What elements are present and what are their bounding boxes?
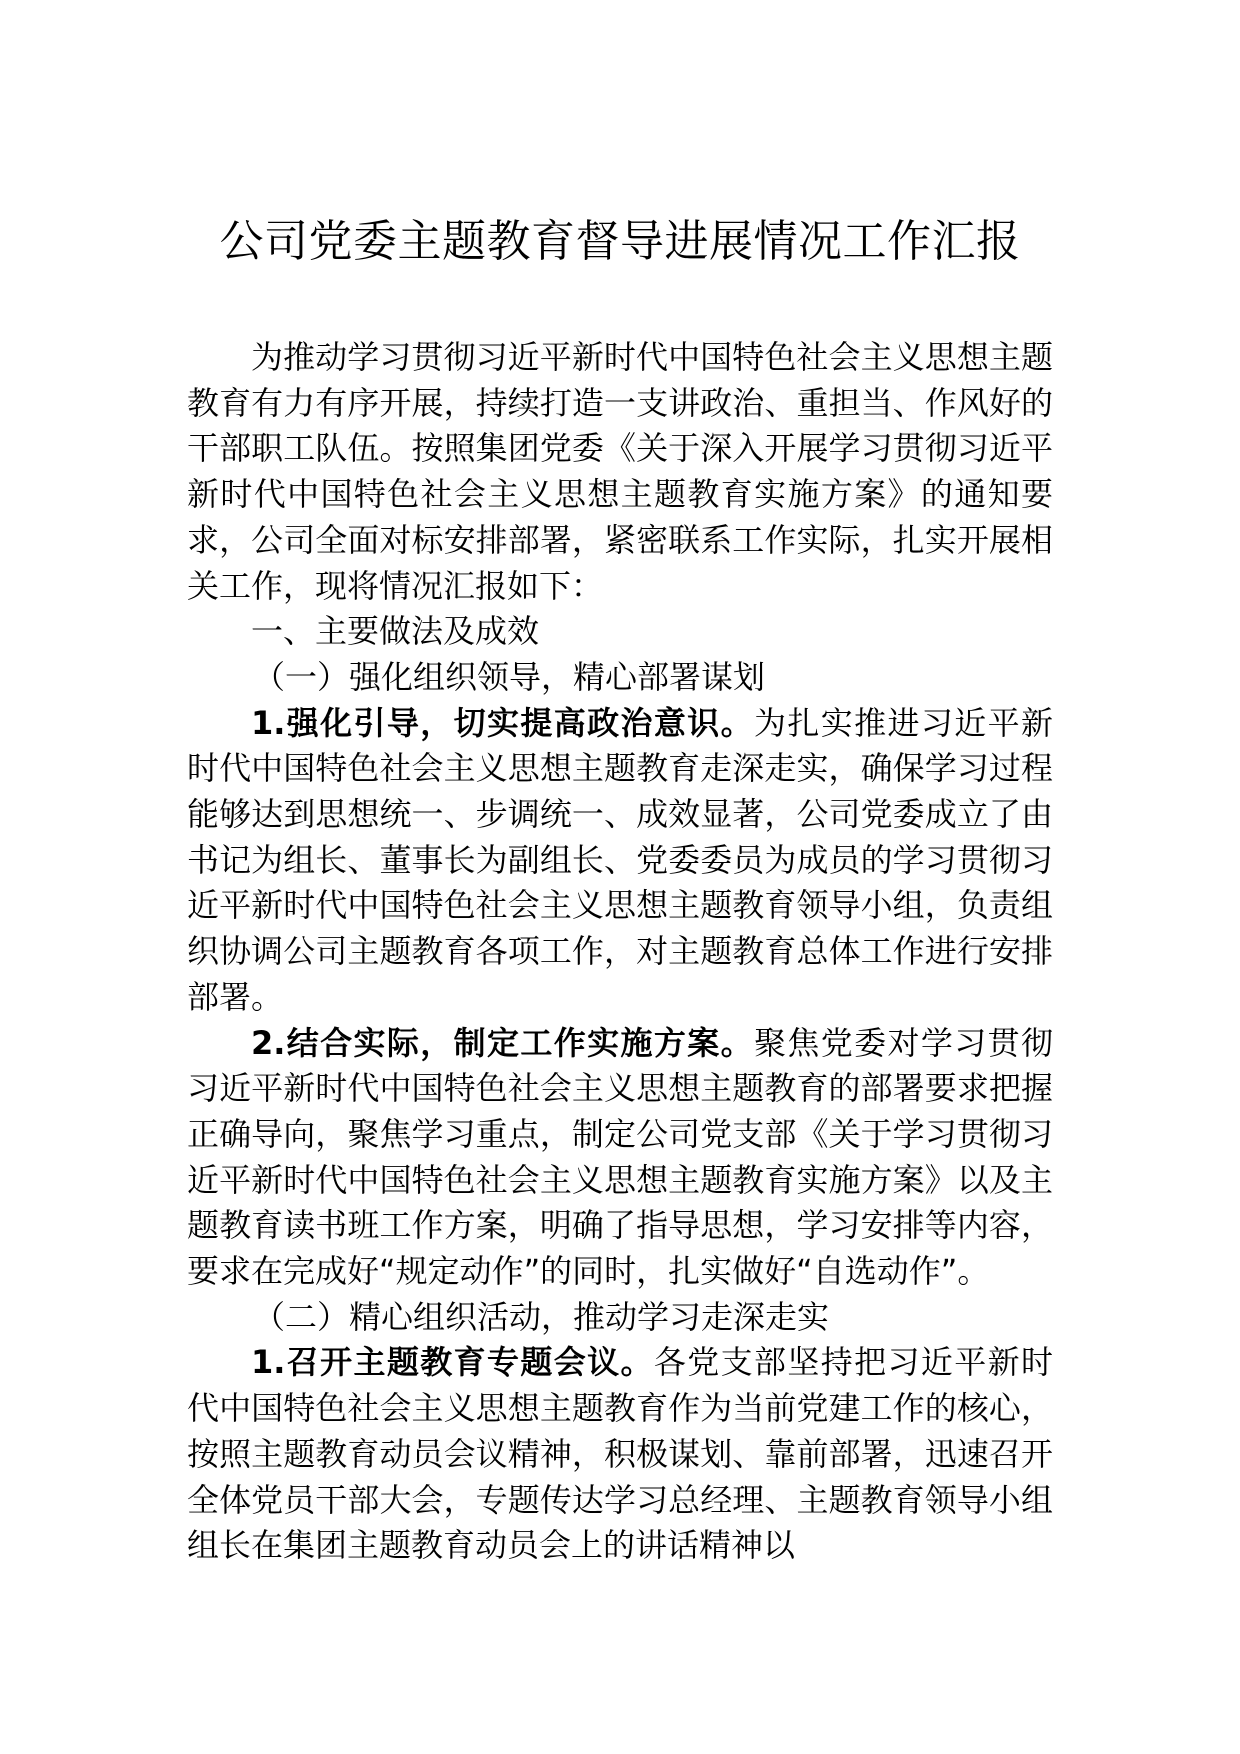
item-1-1-lead: 1.强化引导，切实提高政治意识。: [251, 703, 754, 742]
document-body: [187, 335, 1053, 1569]
item-1-2-body: 聚焦党委对学习贯彻习近平新时代中国特色社会主义思想主题教育的部署要求把握正确导向，聚焦学习重点，制定公司党支部《关于学习贯彻习近平新时代中国特色社会主义思想主题教育实施方案》以及主题教育读书班工作方案，明确了指导思想，学习安排等内容，要求在完成好“规定动作”的同时，扎实做好“自选动作”。: [187, 1023, 1053, 1291]
intro-paragraph: 为推动学习贯彻习近平新时代中国特色社会主义思想主题教育有力有序开展，持续打造一支讲政治、重担当、作风好的干部职工队伍。按照集团党委《关于深入开展学习贯彻习近平新时代中国特色社会主义思想主题教育实施方案》的通知要求，公司全面对标安排部署，紧密联系工作实际，扎实开展相关工作，现将情况汇报如下：: [187, 338, 1053, 605]
paragraph-item-1-1: [187, 701, 1053, 1021]
paragraph-item-1-2: [187, 1021, 1053, 1295]
paragraph-item-2-1: [187, 1340, 1053, 1569]
document-title: 公司党委主题教育督导进展情况工作汇报: [219, 216, 1021, 267]
subsection-heading-1: （一）强化组织领导，精心部署谋划: [253, 657, 766, 696]
item-1-1-body: 为扎实推进习近平新时代中国特色社会主义思想主题教育走深走实，确保学习过程能够达到思想统一、步调统一、成效显著，公司党委成立了由书记为组长、董事长为副组长、党委委员为成员的学习贯彻习近平新时代中国特色社会主义思想主题教育领导小组，负责组织协调公司主题教育各项工作，对主题教育总体工作进行安排部署。: [187, 703, 1053, 1016]
item-2-1-body: 各党支部坚持把习近平新时代中国特色社会主义思想主题教育作为当前党建工作的核心，按照主题教育动员会议精神，积极谋划、靠前部署，迅速召开全体党员干部大会，专题传达学习总经理、主题教育领导小组组长在集团主题教育动员会上的讲话精神以: [187, 1343, 1053, 1565]
item-1-2-lead: 2.结合实际，制定工作实施方案。: [251, 1023, 754, 1062]
subsection-heading-2: （二）精心组织活动，推动学习走深走实: [253, 1297, 830, 1336]
section-heading-1: 一、主要做法及成效: [251, 612, 540, 651]
item-2-1-lead: 1.召开主题教育专题会议。: [251, 1343, 654, 1382]
